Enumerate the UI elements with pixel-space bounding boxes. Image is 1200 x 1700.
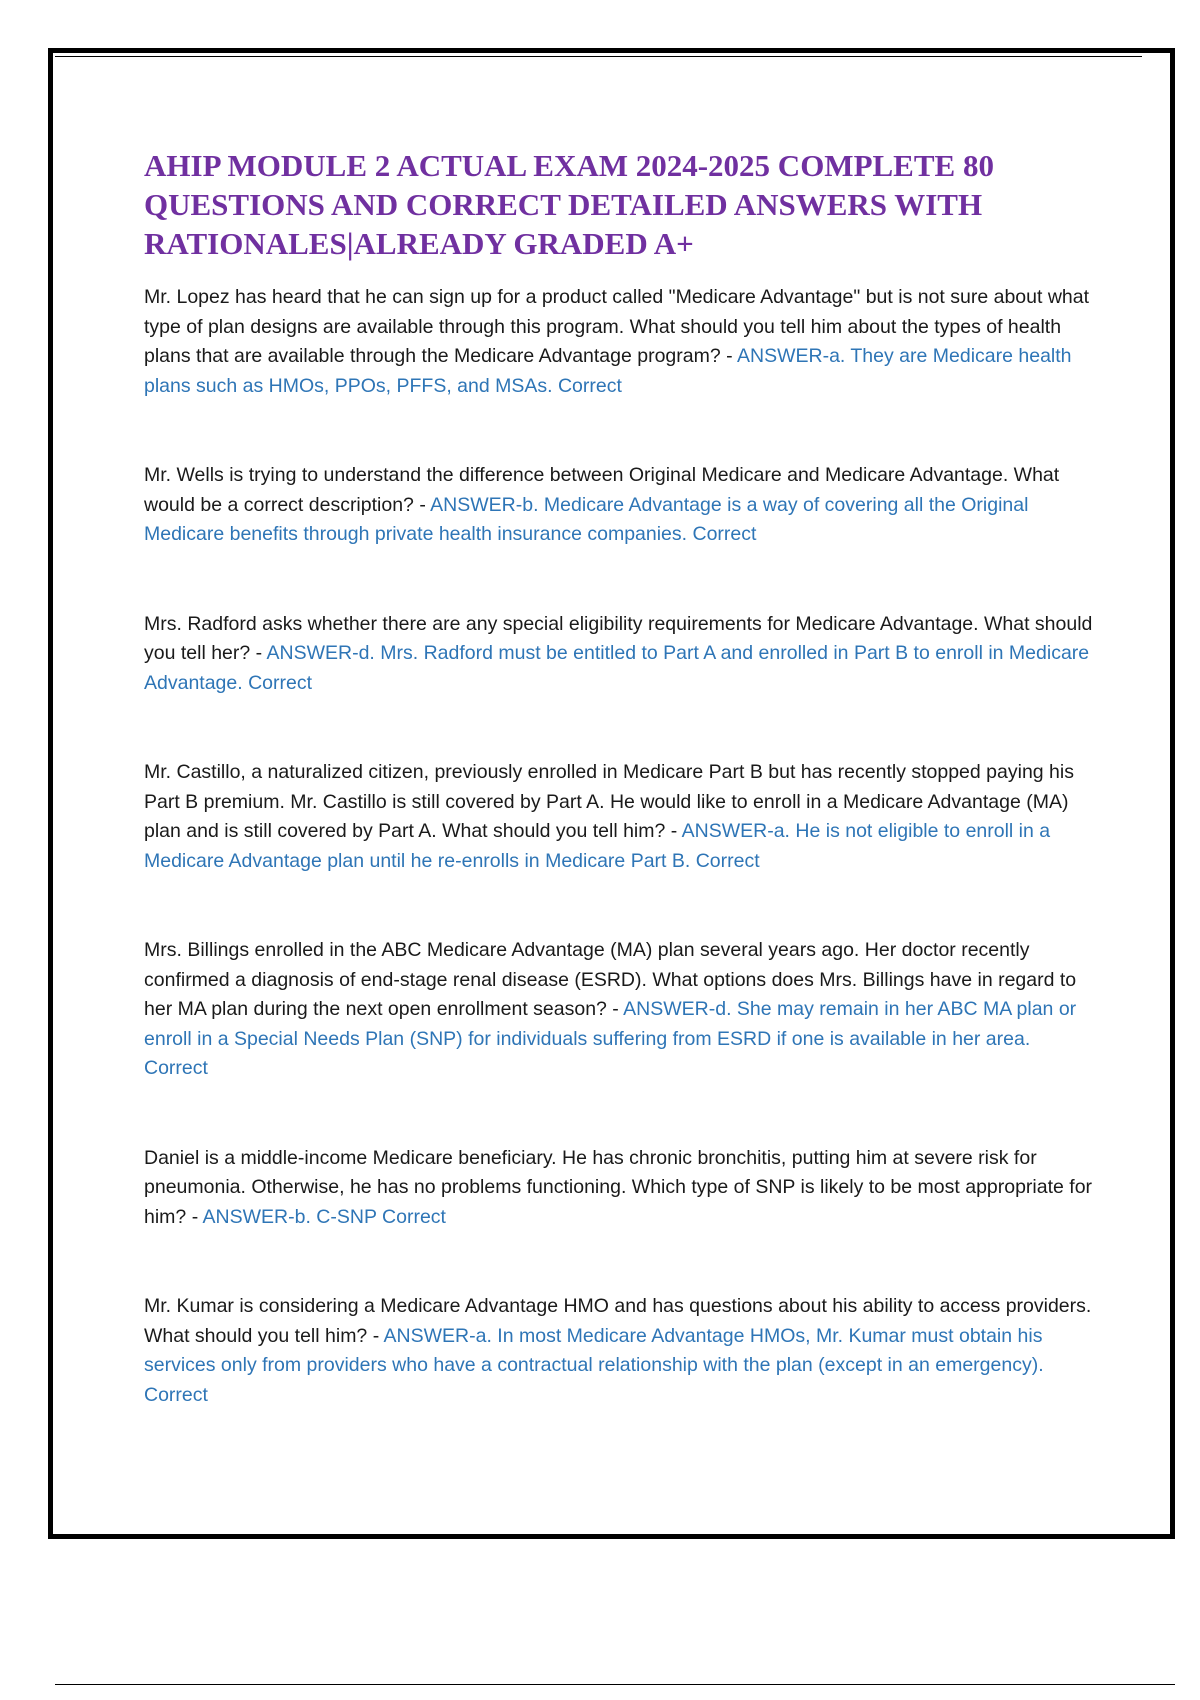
question-text: Daniel is a middle-income Medicare beneficiary. He has chronic bronchitis, putting him at severe risk for pneumonia. Otherwise, he has no problems functioning. Which type of SNP is likely to be most appropriate for him? (144, 1146, 1093, 1228)
question-text: Mrs. Billings enrolled in the ABC Medicare Advantage (MA) plan several years ago. Her doctor recently confirmed a diagnosis of end-stage renal disease (ESRD). What options does Mrs. Billings have in regard to her MA plan during the next open enrollment season? (144, 939, 1077, 1020)
qa-item (144, 1292, 1094, 1410)
document-content (144, 146, 1094, 1470)
question-text: Mr. Wells is trying to understand the difference between Original Medicare and Medicare Advantage. What would be a correct description? (144, 464, 1060, 516)
question-answer-separator: - (186, 1205, 203, 1228)
qa-item (144, 758, 1094, 876)
qa-item (144, 461, 1094, 550)
question-answer-separator: - (606, 998, 624, 1020)
qa-item (144, 610, 1094, 699)
question-text: Mrs. Radford asks whether there are any special eligibility requirements for Medicare Advantage. What should you tell her? (144, 612, 1093, 664)
question-text: Mr. Lopez has heard that he can sign up for a product called "Medicare Advantage" but is not sure about what type of plan designs are available through this program. What should you tell him about the types of health plans that are available through the Medicare Advantage program? (144, 286, 1090, 367)
qa-item (144, 936, 1094, 1084)
answer-text: ANSWER-d. She may remain in her ABC MA plan or enroll in a Special Needs Plan (SNP) for individuals suffering from ESRD if one is available in her area. Correct (144, 998, 1077, 1079)
answer-text: ANSWER-a. In most Medicare Advantage HMOs, Mr. Kumar must obtain his services only from providers who have a contractual relationship with the plan (except in an emergency). Correct (144, 1324, 1044, 1406)
question-text: Mr. Castillo, a naturalized citizen, previously enrolled in Medicare Part B but has recently stopped paying his Part B premium. Mr. Castillo is still covered by Part A. He would like to enroll in a Medicare Advantage (MA) plan and is still covered by Part A. What should you tell him? (144, 761, 1074, 842)
answer-text: ANSWER-d. Mrs. Radford must be entitled to Part A and enrolled in Part B to enroll in Medicare Advantage. Correct (144, 642, 1090, 694)
qa-list (144, 283, 1094, 1410)
bottom-rule (55, 1684, 1175, 1685)
question-answer-separator: - (367, 1324, 384, 1347)
question-answer-separator: - (665, 820, 682, 842)
answer-text: ANSWER-a. He is not eligible to enroll in a Medicare Advantage plan until he re-enrolls in Medicare Part B. Correct (144, 820, 1051, 872)
document-title: AHIP MODULE 2 ACTUAL EXAM 2024-2025 COMPLETE 80 QUESTIONS AND CORRECT DETAILED ANSWERS WITH RATIONALES|ALREADY GRADED A+ (144, 148, 994, 261)
question-answer-separator: - (720, 345, 737, 367)
answer-text: ANSWER-b. C-SNP Correct (202, 1205, 446, 1228)
answer-text: ANSWER-b. Medicare Advantage is a way of covering all the Original Medicare benefits through private health insurance companies. Correct (144, 493, 1029, 545)
question-answer-separator: - (413, 493, 431, 516)
qa-item (144, 1144, 1094, 1233)
answer-text: ANSWER-a. They are Medicare health plans such as HMOs, PPOs, PFFS, and MSAs. Correct (144, 345, 1072, 397)
qa-item (144, 283, 1094, 401)
question-answer-separator: - (250, 642, 267, 664)
question-text: Mr. Kumar is considering a Medicare Advantage HMO and has questions about his ability to access providers. What should you tell him? (144, 1295, 1092, 1347)
